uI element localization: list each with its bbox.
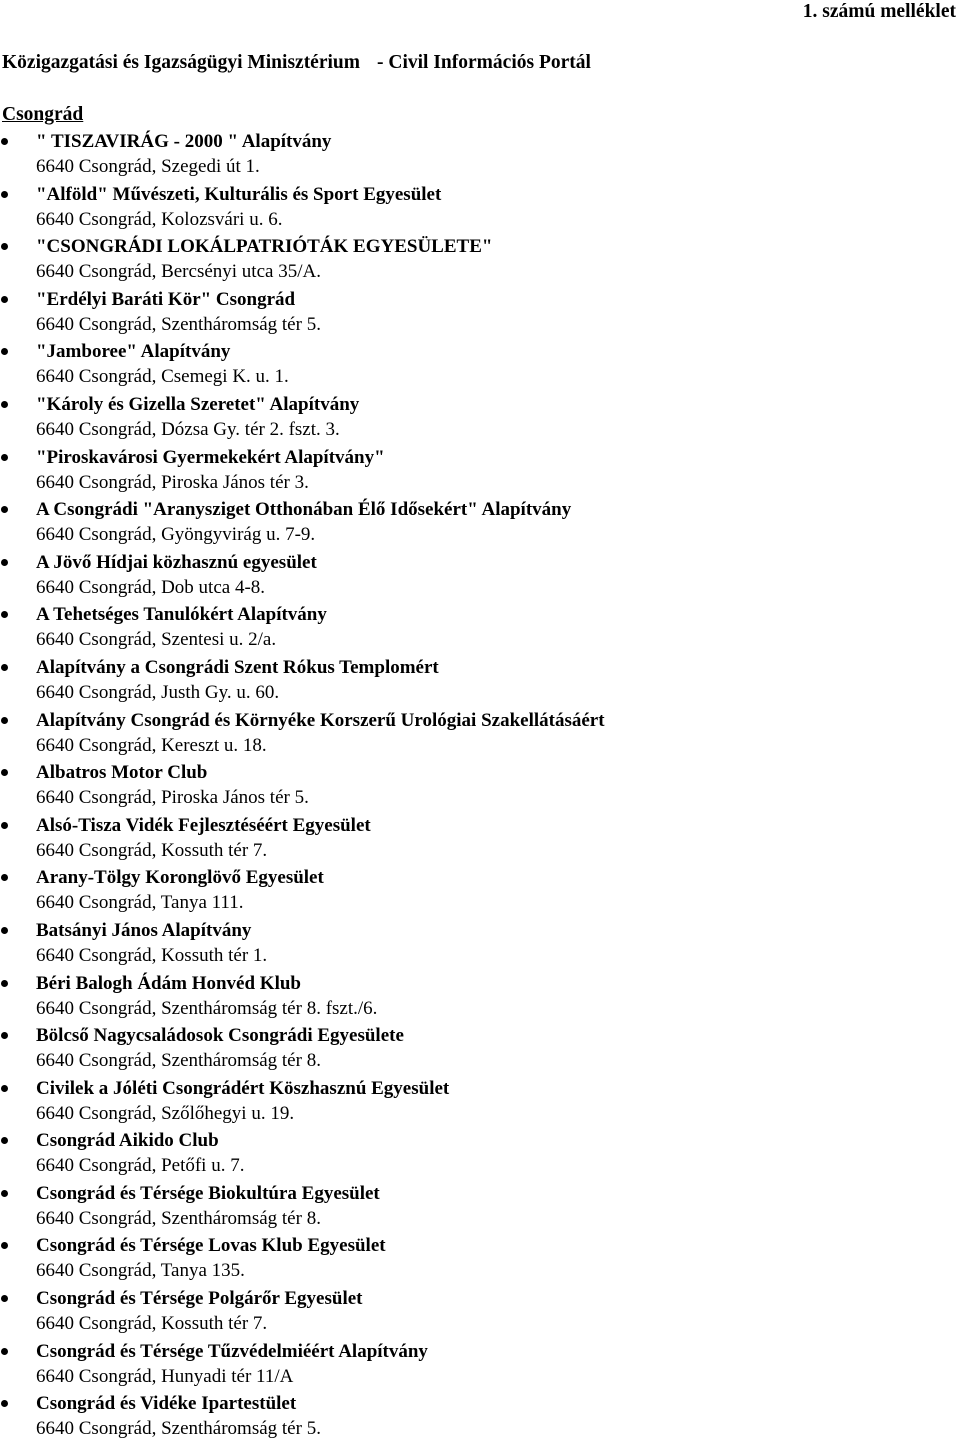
organization-name: "Alföld" Művészeti, Kulturális és Sport Egyesület	[36, 183, 442, 205]
bullet-icon	[1, 454, 8, 461]
organization-name: "Károly és Gizella Szeretet" Alapítvány	[36, 393, 360, 415]
organization-address: 6640 Csongrád, Kolozsvári u. 6.	[36, 208, 283, 230]
list-item	[0, 708, 605, 761]
list-item	[0, 1391, 605, 1444]
list-item	[0, 1233, 605, 1286]
list-item	[0, 550, 605, 603]
organization-name: Bölcső Nagycsaládosok Csongrádi Egyesülete	[36, 1025, 404, 1047]
organization-name: Alsó-Tisza Vidék Fejlesztéséért Egyesület	[36, 814, 371, 836]
organization-address: 6640 Csongrád, Gyöngyvirág u. 7-9.	[36, 524, 316, 546]
bullet-icon	[1, 506, 8, 513]
bullet-icon	[1, 191, 8, 198]
organization-address: 6640 Csongrád, Szentháromság tér 8. fszt./6.	[36, 997, 378, 1019]
bullet-icon	[1, 1295, 8, 1302]
organization-name: "Jamboree" Alapítvány	[36, 341, 231, 363]
bullet-icon	[1, 1242, 8, 1249]
organization-name: Csongrád és Térsége Biokultúra Egyesület	[36, 1182, 380, 1204]
bullet-icon	[1, 138, 8, 145]
organization-list	[0, 129, 605, 1444]
organization-address: 6640 Csongrád, Tanya 135.	[36, 1260, 245, 1282]
organization-address: 6640 Csongrád, Szentháromság tér 5.	[36, 1418, 321, 1440]
organization-address: 6640 Csongrád, Piroska János tér 5.	[36, 787, 309, 809]
organization-address: 6640 Csongrád, Kossuth tér 7.	[36, 1313, 268, 1335]
bullet-icon	[1, 1085, 8, 1092]
organization-address: 6640 Csongrád, Kereszt u. 18.	[36, 734, 267, 756]
bullet-icon	[1, 874, 8, 881]
organization-address: 6640 Csongrád, Piroska János tér 3.	[36, 471, 309, 493]
bullet-icon	[1, 769, 8, 776]
list-item	[0, 1128, 605, 1181]
organization-name: Arany-Tölgy Koronglövő Egyesület	[36, 867, 324, 889]
list-item	[0, 392, 605, 445]
organization-address: 6640 Csongrád, Justh Gy. u. 60.	[36, 681, 280, 703]
bullet-icon	[1, 348, 8, 355]
bullet-icon	[1, 1400, 8, 1407]
list-item	[0, 129, 605, 182]
organization-name: Csongrád és Térsége Lovas Klub Egyesület	[36, 1235, 386, 1257]
organization-address: 6640 Csongrád, Petőfi u. 7.	[36, 1155, 245, 1177]
organization-name: "Piroskavárosi Gyermekekért Alapítvány"	[36, 446, 385, 468]
list-item	[0, 602, 605, 655]
organization-address: 6640 Csongrád, Bercsényi utca 35/A.	[36, 261, 321, 283]
list-item	[0, 234, 605, 287]
bullet-icon	[1, 717, 8, 724]
organization-name: Alapítvány a Csongrádi Szent Rókus Templomért	[36, 656, 439, 678]
list-item	[0, 287, 605, 340]
list-item	[0, 1339, 605, 1392]
list-item	[0, 865, 605, 918]
bullet-icon	[1, 611, 8, 618]
organization-name: A Tehetséges Tanulókért Alapítvány	[36, 604, 327, 626]
organization-address: 6640 Csongrád, Dózsa Gy. tér 2. fszt. 3.	[36, 418, 340, 440]
organization-address: 6640 Csongrád, Szőlőhegyi u. 19.	[36, 1102, 295, 1124]
annex-label: 1. számú melléklet	[802, 1, 956, 22]
list-item	[0, 497, 605, 550]
bullet-icon	[1, 822, 8, 829]
bullet-icon	[1, 1348, 8, 1355]
organization-name: "CSONGRÁDI LOKÁLPATRIÓTÁK EGYESÜLETE"	[36, 236, 493, 258]
ministry-name: Közigazgatási és Igazságügyi Minisztérium	[2, 52, 360, 73]
bullet-icon	[1, 559, 8, 566]
portal-header	[2, 51, 591, 75]
list-item	[0, 1076, 605, 1129]
organization-name: " TISZAVIRÁG - 2000 " Alapítvány	[36, 131, 332, 152]
list-item	[0, 1181, 605, 1234]
portal-name: Civil Információs Portál	[388, 52, 591, 73]
organization-address: 6640 Csongrád, Szegedi út 1.	[36, 156, 260, 177]
bullet-icon	[1, 401, 8, 408]
bullet-icon	[1, 296, 8, 303]
organization-address: 6640 Csongrád, Szentháromság tér 8.	[36, 1050, 321, 1072]
organization-address: 6640 Csongrád, Hunyadi tér 11/A	[36, 1365, 294, 1387]
list-item	[0, 182, 605, 235]
organization-name: Albatros Motor Club	[36, 762, 208, 784]
organization-name: Csongrád és Térsége Tűzvédelmiéért Alapítvány	[36, 1340, 428, 1362]
organization-address: 6640 Csongrád, Szentháromság tér 5.	[36, 313, 321, 335]
list-item	[0, 1023, 605, 1076]
bullet-icon	[1, 1137, 8, 1144]
list-item	[0, 971, 605, 1024]
organization-name: Civilek a Jóléti Csongrádért Köszhasznú Egyesület	[36, 1077, 450, 1099]
organization-name: A Csongrádi "Aranysziget Otthonában Élő Idősekért" Alapítvány	[36, 499, 572, 521]
list-item	[0, 655, 605, 708]
header-separator: -	[377, 52, 384, 73]
organization-address: 6640 Csongrád, Dob utca 4-8.	[36, 576, 266, 598]
organization-name: Csongrád és Térsége Polgárőr Egyesület	[36, 1288, 363, 1310]
organization-address: 6640 Csongrád, Tanya 111.	[36, 892, 244, 914]
bullet-icon	[1, 664, 8, 671]
organization-name: Csongrád és Vidéke Ipartestület	[36, 1393, 297, 1415]
list-item	[0, 918, 605, 971]
organization-address: 6640 Csongrád, Szentháromság tér 8.	[36, 1207, 321, 1229]
organization-name: Alapítvány Csongrád és Környéke Korszerű Urológiai Szakellátásáért	[36, 709, 605, 731]
bullet-icon	[1, 927, 8, 934]
list-item	[0, 339, 605, 392]
bullet-icon	[1, 1190, 8, 1197]
city-heading: Csongrád	[2, 104, 84, 125]
organization-name: "Erdélyi Baráti Kör" Csongrád	[36, 288, 296, 310]
list-item	[0, 445, 605, 498]
organization-address: 6640 Csongrád, Kossuth tér 7.	[36, 839, 268, 861]
list-item	[0, 760, 605, 813]
organization-name: A Jövő Hídjai közhasznú egyesület	[36, 551, 317, 573]
list-item	[0, 1286, 605, 1339]
organization-address: 6640 Csongrád, Kossuth tér 1.	[36, 944, 268, 966]
organization-name: Batsányi János Alapítvány	[36, 919, 252, 941]
bullet-icon	[1, 980, 8, 987]
organization-address: 6640 Csongrád, Szentesi u. 2/a.	[36, 629, 277, 651]
organization-address: 6640 Csongrád, Csemegi K. u. 1.	[36, 366, 289, 388]
list-item	[0, 813, 605, 866]
bullet-icon	[1, 1032, 8, 1039]
organization-name: Csongrád Aikido Club	[36, 1130, 219, 1152]
organization-name: Béri Balogh Ádám Honvéd Klub	[36, 972, 301, 994]
bullet-icon	[1, 243, 8, 250]
